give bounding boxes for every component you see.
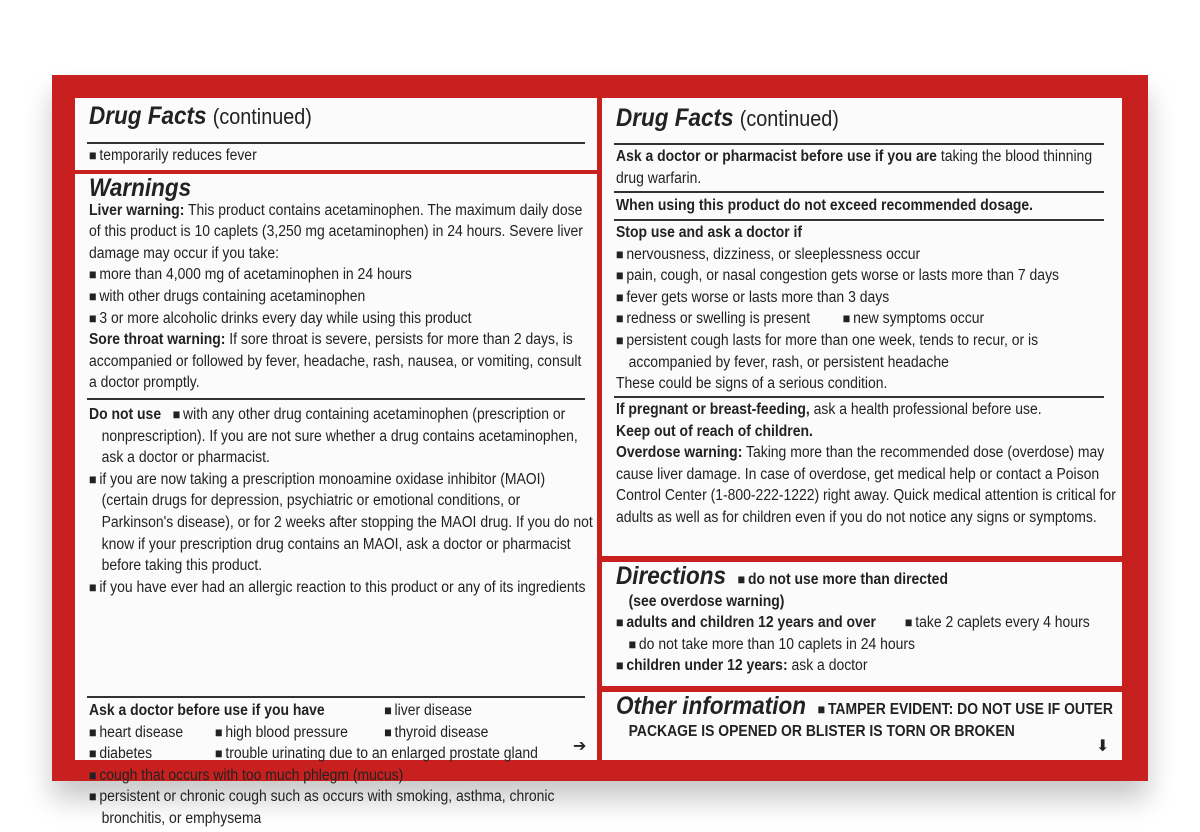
stop-item: ■ persistent cough lasts for more than one week, tends to recur, or is accompanied by fever, rash, or persistent headache bbox=[616, 330, 1120, 373]
keep-out: Keep out of reach of children. bbox=[616, 422, 813, 440]
right-drug-facts-title: Drug Facts (continued) bbox=[616, 104, 839, 132]
stop-row: ■ redness or swelling is present ■ new symptoms occur bbox=[616, 308, 1120, 330]
stop-item: ■ pain, cough, or nasal congestion gets worse or lasts more than 7 days bbox=[616, 265, 1120, 287]
stop-note: These could be signs of a serious condition. bbox=[616, 375, 888, 393]
when-using: When using this product do not exceed recommended dosage. bbox=[616, 197, 1034, 214]
directions-row-1: Directions ■ do not use more than directed bbox=[616, 566, 1120, 591]
ask-doctor-row-2: ■ heart disease ■ high blood pressure ■ thyroid disease bbox=[89, 722, 593, 744]
directions-limit: ■ do not take more than 10 caplets in 24 hours bbox=[616, 634, 1120, 656]
right-main-panel bbox=[602, 98, 1122, 556]
directions-children: ■ children under 12 years: ask a doctor bbox=[616, 655, 1120, 677]
left-drug-facts-title: Drug Facts (continued) bbox=[89, 102, 312, 130]
sore-throat-warning: Sore throat warning: If sore throat is severe, persists for more than 2 days, is accompanied or followed by fever, headache, rash, nausea, or vomiting, consult a doctor promptly. bbox=[89, 331, 582, 392]
do-not-use-item: ■ if you have ever had an allergic reaction to this product or any of its ingredients bbox=[89, 577, 593, 599]
directions-adults: ■ adults and children 12 years and over ■ take 2 caplets every 4 hours bbox=[616, 612, 1120, 634]
ask-pharmacist: Ask a doctor or pharmacist before use if you are taking the blood thinning drug warfarin. bbox=[616, 148, 1093, 187]
warnings-heading: Warnings bbox=[89, 174, 192, 202]
ask-doctor-row-3: ■ diabetes ■ trouble urinating due to an enlarged prostate gland bbox=[89, 743, 593, 765]
directions-item1-cont: (see overdose warning) bbox=[628, 592, 785, 610]
uses-continued: ■ temporarily reduces fever bbox=[89, 145, 593, 167]
do-not-use-item: ■ if you are now taking a prescription monoamine oxidase inhibitor (MAOI) (certain drugs for depression, psychiatric or emotional conditions, or Parkinson's disease), or for 2 weeks after stopping the MAOI drug. If you do not know if your prescription drug contains an MAOI, ask a doctor or pharmacist before taking this product. bbox=[89, 469, 593, 577]
ask-doctor-item: ■ persistent or chronic cough such as occurs with smoking, asthma, chronic bronchitis, or emphysema bbox=[89, 786, 593, 829]
drug-facts-label bbox=[52, 75, 1148, 827]
warnings-panel bbox=[75, 174, 597, 827]
directions-panel bbox=[602, 562, 1122, 686]
arrow-right-icon: ➔ bbox=[573, 738, 587, 755]
overdose-warning: Overdose warning: Taking more than the recommended dose (overdose) may cause liver damage. In case of overdose, get medical help or contact a Poison Control Center (1-800-222-1222) right away. Quick medical attention is critical for adults as well as for children even if you do not notice any signs or symptoms. bbox=[616, 444, 1116, 526]
do-not-use: Do not use ■ with any other drug containing acetaminophen (prescription or nonprescription). If you are not sure whether a drug contains acetaminophen, ask a doctor or pharmacist. bbox=[89, 404, 593, 469]
stop-use-heading: Stop use and ask a doctor if bbox=[616, 224, 803, 241]
ask-doctor-item: ■ cough that occurs with too much phlegm (mucus) bbox=[89, 765, 593, 787]
liver-item: ■ 3 or more alcoholic drinks every day while using this product bbox=[89, 308, 593, 330]
other-info-panel bbox=[602, 692, 1122, 760]
liver-item: ■ with other drugs containing acetaminophen bbox=[89, 286, 593, 308]
left-header-panel bbox=[75, 98, 597, 170]
other-info: Other information ■ TAMPER EVIDENT: DO NOT USE IF OUTER PACKAGE IS OPENED OR BLISTER IS TORN OR BROKEN bbox=[616, 696, 1116, 742]
liver-warning: Liver warning: This product contains acetaminophen. The maximum daily dose of this product is 10 caplets (3,250 mg acetaminophen) in 24 hours. Severe liver damage may occur if you take: bbox=[89, 201, 583, 262]
ask-doctor-row-1: Ask a doctor before use if you have ■ liver disease bbox=[89, 700, 593, 722]
stop-item: ■ nervousness, dizziness, or sleeplessness occur bbox=[616, 244, 1120, 266]
pregnant-warning: If pregnant or breast-feeding, ask a health professional before use. bbox=[616, 401, 1042, 418]
liver-item: ■ more than 4,000 mg of acetaminophen in 24 hours bbox=[89, 264, 593, 286]
arrow-down-icon: ⬇ bbox=[1096, 738, 1110, 755]
stop-item: ■ fever gets worse or lasts more than 3 days bbox=[616, 287, 1120, 309]
